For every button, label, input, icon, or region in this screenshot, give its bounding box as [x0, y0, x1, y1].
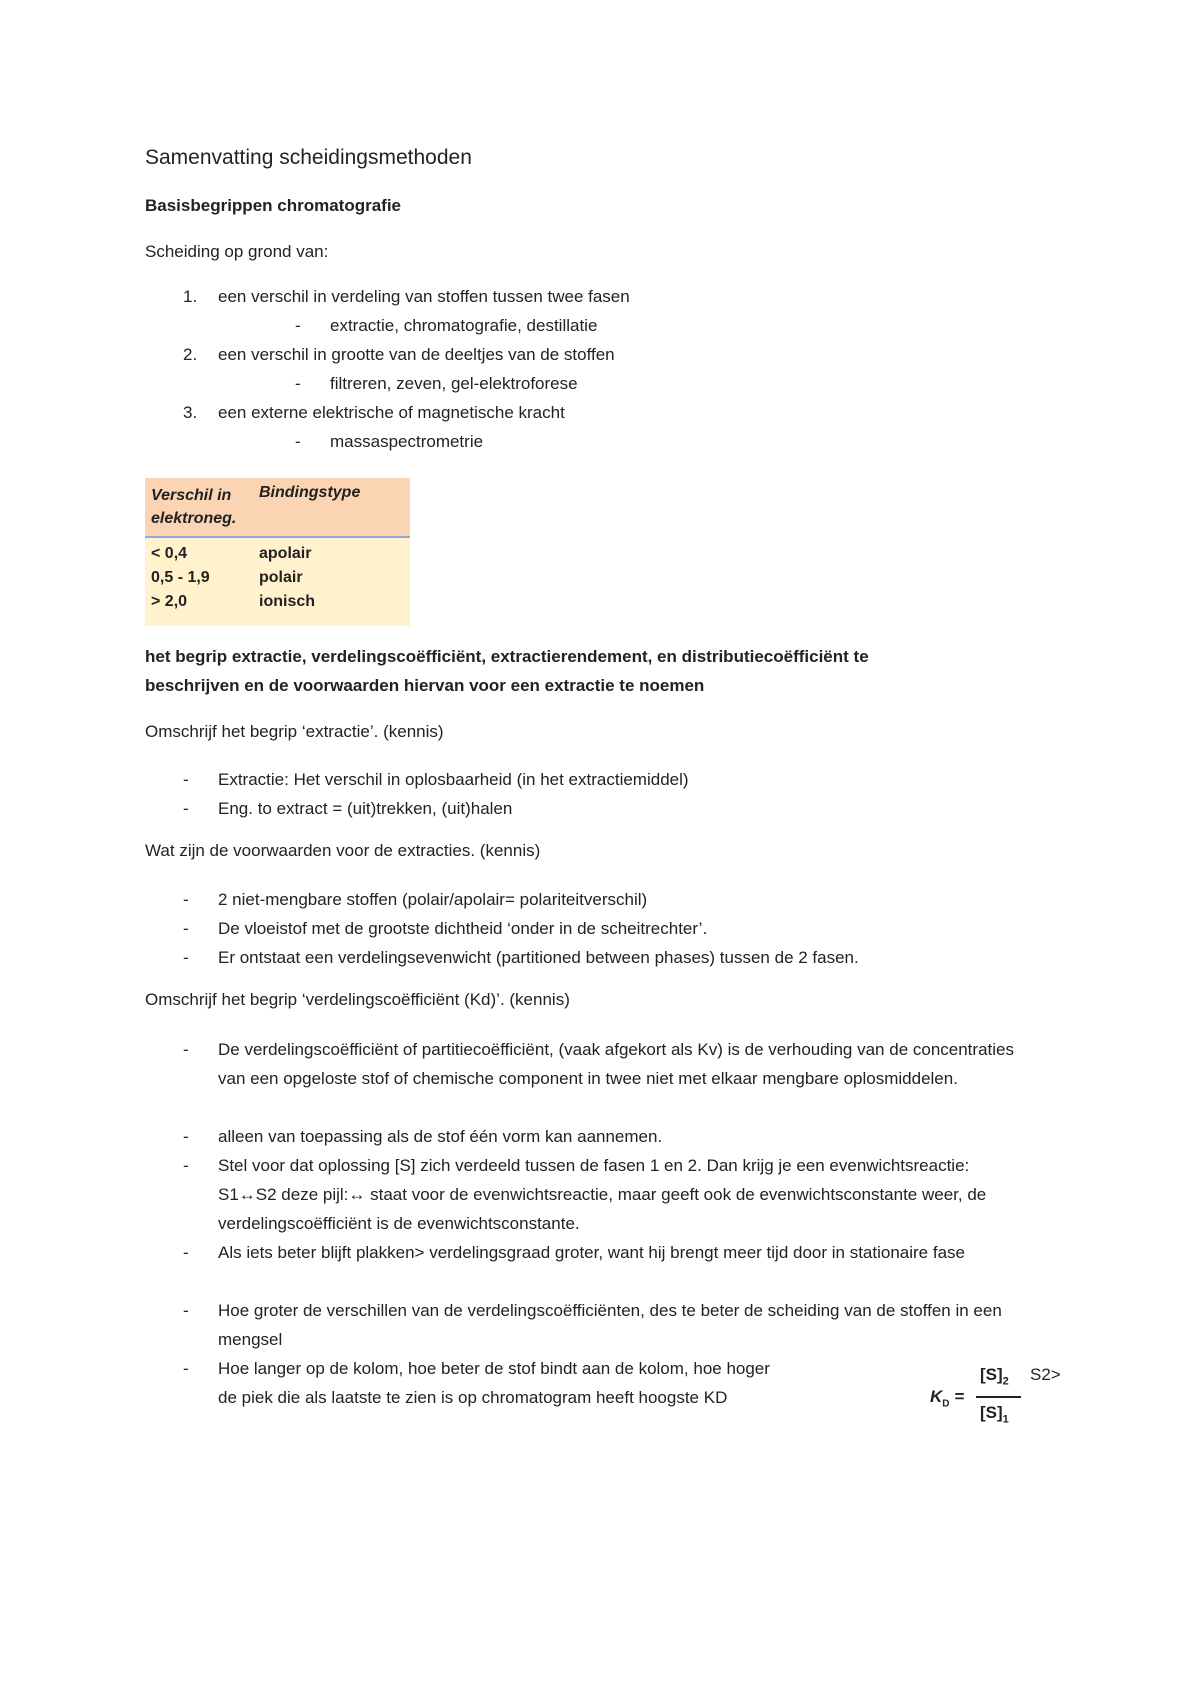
bullet-line: de piek die als laatste te zien is op chromatogram heeft hoogste KD [218, 1388, 728, 1407]
table-cell: apolair [259, 545, 312, 562]
section-heading: Basisbegrippen chromatografie [145, 196, 402, 215]
learning-goal-line: het begrip extractie, verdelingscoëfficiënt, extractierendement, en distributiecoëfficiënt te [145, 647, 869, 666]
learning-goal-line: beschrijven en de voorwaarden hiervan voor een extractie te noemen [145, 676, 705, 695]
question-heading: Omschrijf het begrip ‘verdelingscoëfficiënt (Kd)’. (kennis) [145, 990, 570, 1009]
fraction-bar [976, 1396, 1021, 1398]
formula-numerator: $[S]_2$ [980, 1365, 1009, 1388]
bullet-line: Hoe langer op de kolom, hoe beter de stof bindt aan de kolom, hoe hoger [218, 1359, 770, 1378]
electronegativity-table [145, 478, 410, 626]
formula-annotation: S2> [1030, 1365, 1061, 1384]
kd-formula [930, 1365, 1070, 1435]
table-header [145, 478, 410, 538]
question-heading: Omschrijf het begrip ‘extractie’. (kennis) [145, 722, 444, 741]
table-cell: polair [259, 569, 303, 586]
formula-denominator: $[S]_1$ [980, 1403, 1009, 1426]
table-cell: > 2,0 [151, 593, 188, 610]
document-title: Samenvatting scheidingsmethoden [145, 146, 472, 169]
table-cell: 0,5 - 1,9 [151, 569, 210, 586]
table-header-cell: Bindingstype [259, 484, 361, 501]
question-heading: Wat zijn de voorwaarden voor de extracties. (kennis) [145, 841, 541, 860]
formula-k: $K_D$ = [930, 1387, 965, 1410]
table-header-cell: Verschil in elektroneg. [151, 487, 237, 527]
table-cell: ionisch [259, 593, 316, 610]
table-cell: < 0,4 [151, 545, 188, 562]
intro-text: Scheiding op grond van: [145, 242, 329, 261]
